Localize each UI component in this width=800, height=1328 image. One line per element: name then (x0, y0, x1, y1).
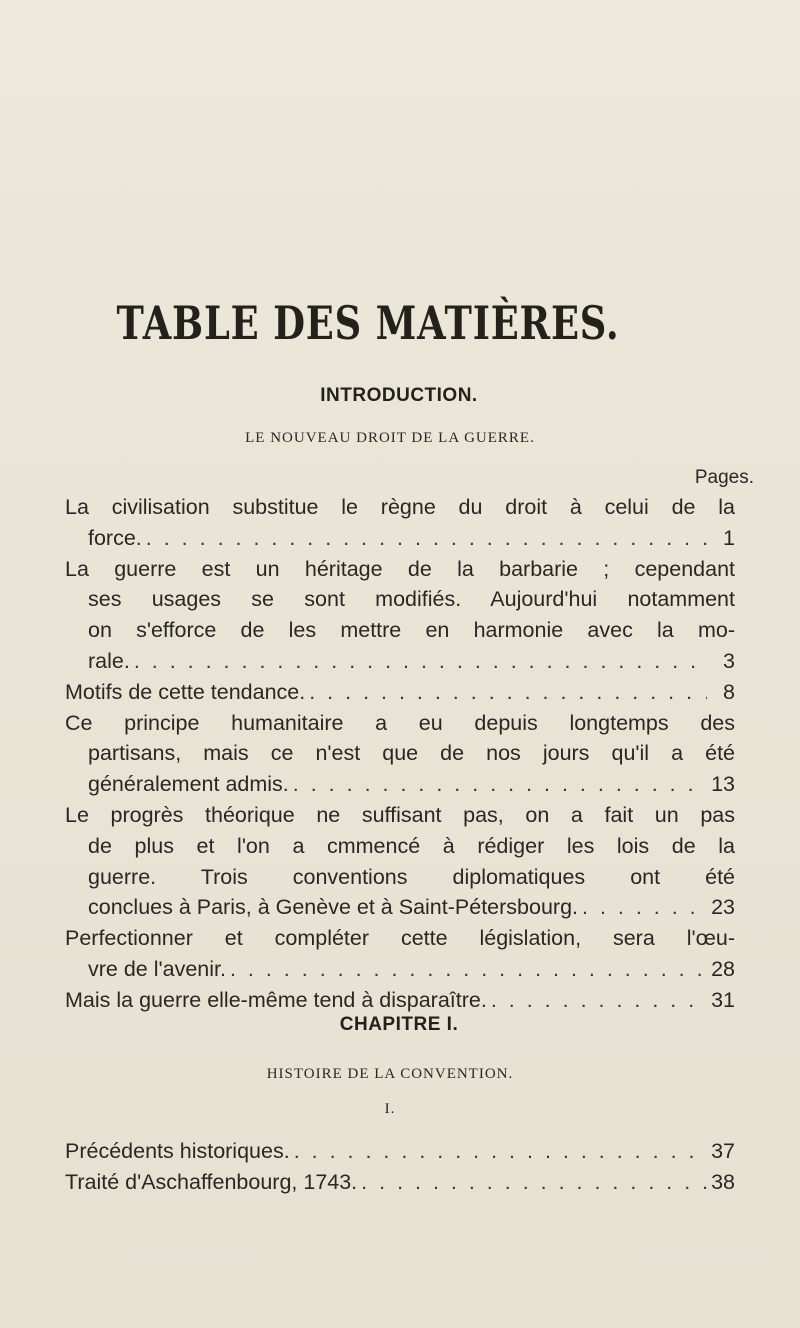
toc-entry-line: La guerre est un héritage de la barbarie ; cependant (65, 556, 735, 581)
chapter-heading: CHAPITRE I. (339, 1014, 459, 1035)
toc-entry-line: Ce principe humanitaire a eu depuis longtemps des (65, 710, 735, 735)
page-title: TABLE DES MATIÈRES. (116, 296, 620, 350)
toc-entry-line: Traité d'Aschaffenbourg, 1743. (65, 1169, 358, 1194)
toc-entry (65, 1167, 735, 1198)
toc-entry (65, 708, 735, 800)
toc-page-number: 13 (711, 772, 735, 797)
toc-page-number: 37 (711, 1139, 735, 1163)
introduction-contents (65, 492, 735, 1016)
toc-entry (65, 923, 735, 985)
toc-entry-line: de plus et l'on a cmmencé à rédiger les lois de la (88, 833, 735, 858)
chapter-subheading: HISTOIRE DE LA CONVENTION. (266, 1066, 514, 1082)
dot-leader (134, 646, 707, 677)
toc-page-number: 28 (711, 956, 735, 981)
chapter-contents (65, 1136, 735, 1198)
dot-leader (293, 769, 707, 800)
toc-entry (65, 800, 735, 923)
toc-page-number: 31 (711, 987, 735, 1012)
toc-page-number: 8 (723, 679, 735, 704)
toc-entry (65, 677, 735, 708)
toc-entry (65, 492, 735, 554)
dot-leader (230, 954, 707, 985)
toc-entry (65, 554, 735, 677)
toc-entry-line: Perfectionner et compléter cette législation, sera l'œu- (65, 926, 735, 951)
toc-entry-line: force. (88, 525, 142, 550)
toc-entry (65, 985, 735, 1016)
dot-leader (294, 1136, 707, 1167)
pages-column-label: Pages. (694, 467, 754, 488)
toc-entry-line: conclues à Paris, à Genève et à Saint-Pétersbourg. (88, 895, 578, 920)
toc-entry-line: généralement admis. (88, 772, 289, 797)
dot-leader (491, 985, 707, 1016)
toc-entry-line: Motifs de cette tendance. (65, 679, 306, 704)
toc-page-number: 3 (723, 648, 735, 673)
toc-entry-line: ses usages se sont modifiés. Aujourd'hui notamment (88, 587, 735, 612)
toc-page-number: 23 (711, 895, 735, 920)
toc-entry-line: Précédents historiques. (65, 1139, 290, 1163)
toc-entry-line: La civilisation substitue le règne du droit à celui de la (65, 495, 735, 519)
toc-entry-line: Mais la guerre elle-même tend à disparaître. (65, 987, 487, 1012)
toc-entry-line: vre de l'avenir. (88, 956, 226, 981)
dot-leader (582, 892, 707, 923)
toc-entry-line: guerre. Trois conventions diplomatiques ont été (88, 864, 735, 889)
dot-leader (361, 1167, 707, 1198)
toc-page-number: 38 (711, 1169, 735, 1194)
toc-entry-line: rale. (88, 648, 130, 673)
dot-leader (309, 677, 707, 708)
section-number: I. (384, 1101, 396, 1117)
toc-page-number: 1 (723, 525, 735, 550)
toc-entry-line: on s'efforce de les mettre en harmonie avec la mo- (88, 618, 735, 643)
introduction-subheading: LE NOUVEAU DROIT DE LA GUERRE. (245, 430, 535, 446)
toc-entry-line: Le progrès théorique ne suffisant pas, on a fait un pas (65, 802, 735, 827)
dot-leader (146, 523, 707, 554)
introduction-heading: INTRODUCTION. (320, 385, 478, 406)
toc-entry (65, 1136, 735, 1167)
toc-entry-line: partisans, mais ce n'est que de nos jours qu'il a été (88, 741, 735, 766)
